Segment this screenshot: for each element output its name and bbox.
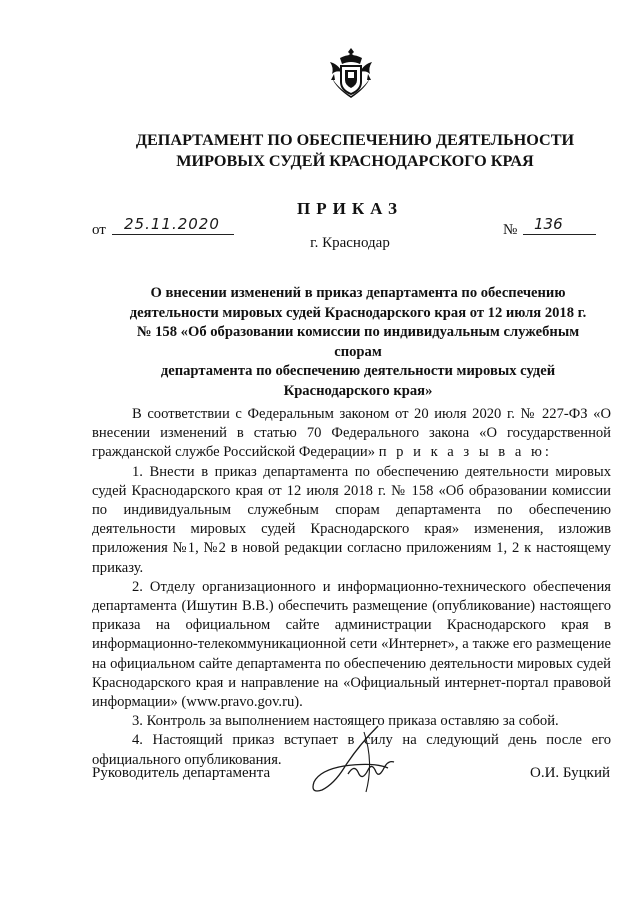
department-line-2: МИРОВЫХ СУДЕЙ КРАСНОДАРСКОГО КРАЯ bbox=[176, 152, 534, 170]
subject-line-2: деятельности мировых судей Краснодарского края от 12 июля 2018 г. bbox=[129, 304, 587, 321]
preamble-text: В соответствии с Федеральным законом от 20 июля 2020 г. № 227-ФЗ «О внесении изменений в статью 70 Федерального закона «О государственной гражданской службе Российской Федерации» bbox=[92, 406, 611, 461]
order-body bbox=[92, 405, 611, 770]
subject-line-1: О внесении изменений в приказ департамента по обеспечению bbox=[150, 285, 566, 301]
number-label: № bbox=[503, 222, 518, 238]
krasnodar-coat-of-arms-icon bbox=[326, 44, 376, 100]
subject-line-3: № 158 «Об образовании комиссии по индивидуальным служебным спорам bbox=[136, 324, 580, 360]
order-title: ПРИКАЗ bbox=[297, 199, 403, 218]
item-3: 3. Контроль за выполнением настоящего приказа оставляю за собой. bbox=[132, 713, 559, 730]
item-4: 4. Настоящий приказ вступает в силу на следующий день после его официального опубликования. bbox=[92, 732, 611, 768]
preamble-paragraph bbox=[92, 405, 611, 463]
subject-line-5: Краснодарского края» bbox=[283, 382, 433, 399]
department-line-1: ДЕПАРТАМЕНТ ПО ОБЕСПЕЧЕНИЮ ДЕЯТЕЛЬНОСТИ bbox=[135, 131, 575, 149]
number-underline bbox=[523, 234, 596, 235]
signatory-name: О.И. Буцкий bbox=[530, 765, 611, 781]
department-name bbox=[90, 130, 620, 172]
date-label: от bbox=[92, 222, 106, 238]
subject-line-4: департамента по обеспечению деятельности мировых судей bbox=[160, 363, 556, 379]
decree-word: п р и к а з ы в а ю: bbox=[378, 444, 552, 461]
order-date: 25.11.2020 bbox=[124, 215, 220, 233]
item-1: 1. Внести в приказ департамента по обеспечению деятельности мировых судей Краснодарского края от 12 июля 2018 г. № 158 «Об образовании комиссии по индивидуальным служебным спорам департамента по обеспечению деятельности мировых судей Краснодарского края» изменения, изложив приложения №1, №2 в новой редакции согласно приложениям 1, 2 к настоящему приказу. bbox=[92, 463, 611, 576]
city-name: г. Краснодар bbox=[310, 235, 390, 251]
date-underline bbox=[112, 234, 234, 235]
order-subject bbox=[112, 284, 604, 401]
handwritten-signature bbox=[308, 722, 418, 804]
item-2: 2. Отделу организационного и информационно-технического обеспечения департамента (Ишутин В.В.) обеспечить размещение (опубликование) настоящего приказа на официальном сайте администрации Краснодарского края в информационно-телекоммуникационной сети «Интернет», а также его размещение на официальном сайте департамента по обеспечению деятельности мировых судей Краснодарского края и направление на «Официальный интернет-портал правовой информации» (www.pravo.gov.ru). bbox=[92, 578, 611, 711]
signatory-position: Руководитель департамента bbox=[92, 765, 271, 781]
order-number: 136 bbox=[534, 215, 563, 233]
